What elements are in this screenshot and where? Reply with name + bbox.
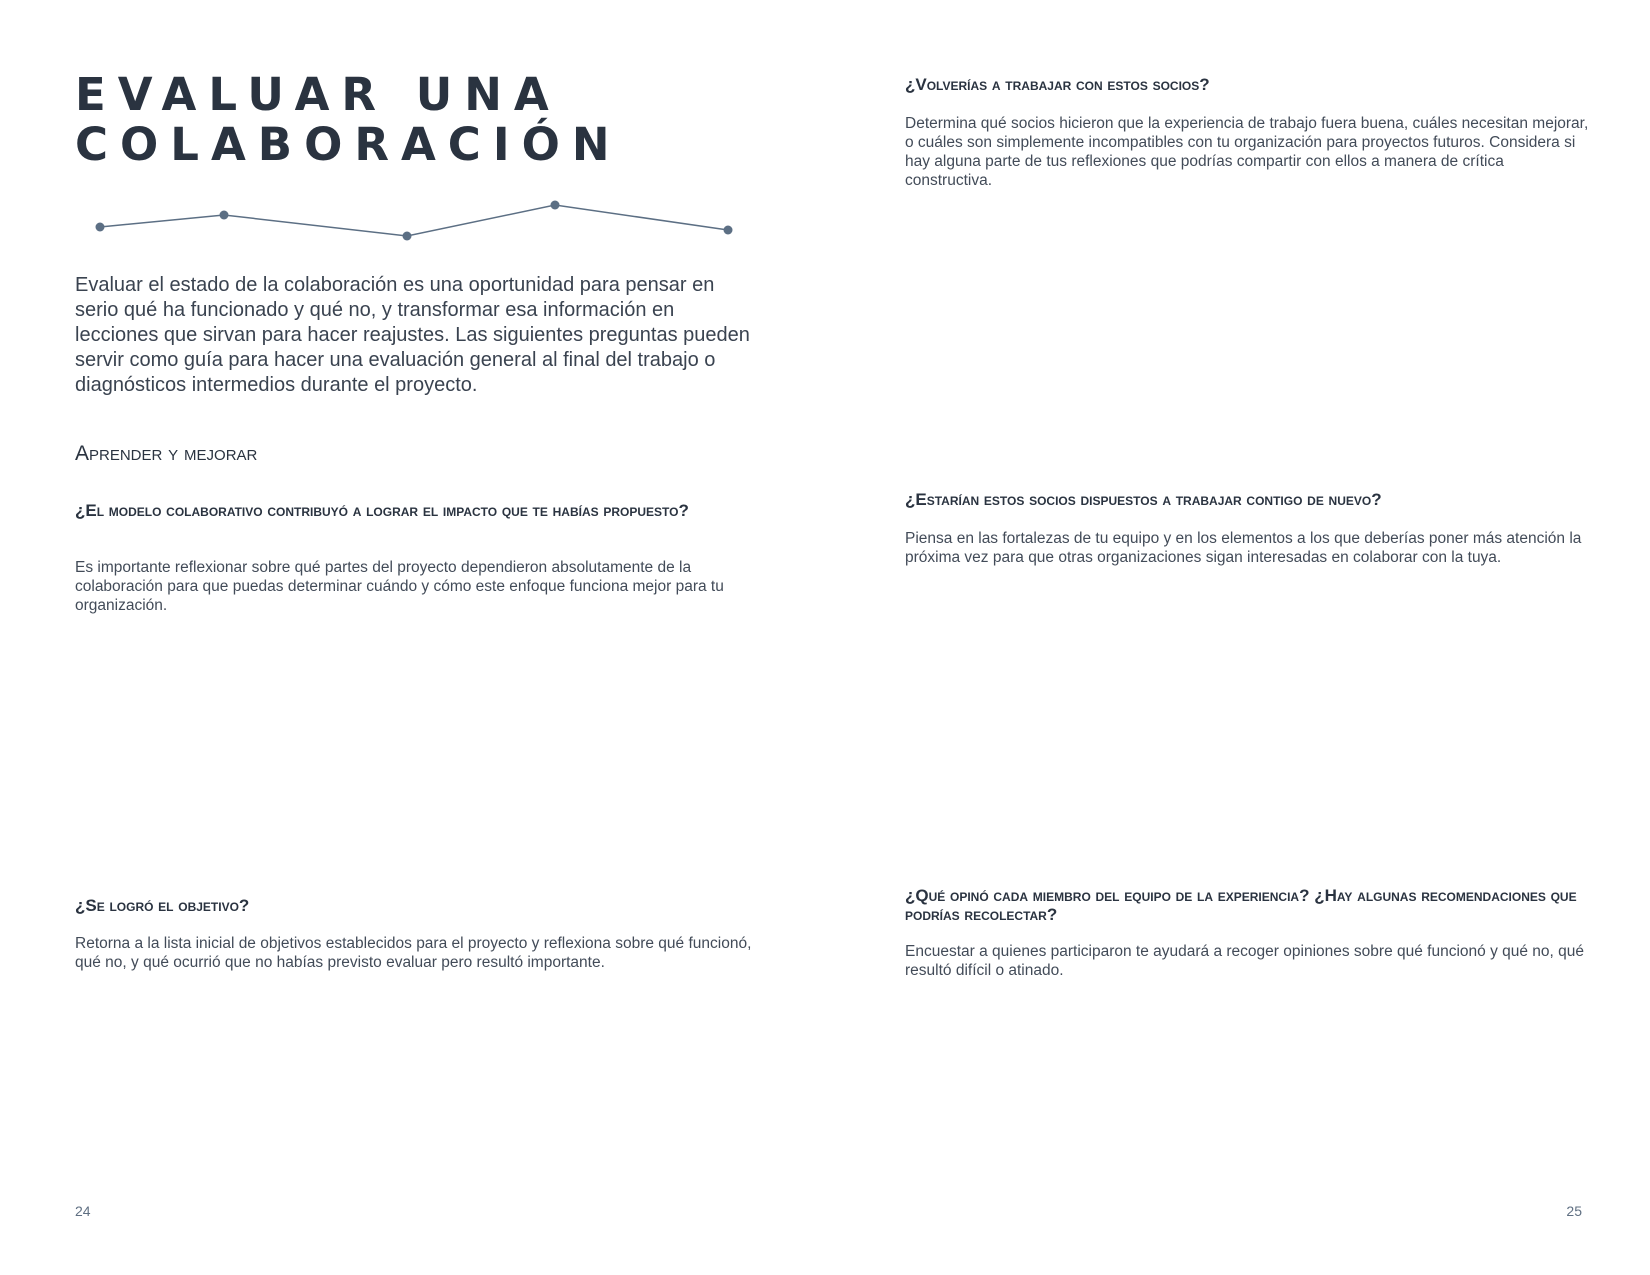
decorative-line — [100, 205, 728, 236]
page-number-left: 24 — [75, 1203, 91, 1219]
decorative-dot — [724, 226, 733, 235]
question-title: ¿Estarían estos socios dispuestos a trabajar contigo de nuevo? — [905, 490, 1382, 509]
question-title: ¿Qué opinó cada miembro del equipo de la experiencia? ¿Hay algunas recomendaciones que podrías recolectar? — [905, 886, 1577, 924]
decorative-dot — [551, 201, 560, 210]
decorative-dot — [220, 211, 229, 220]
page-title-line-1: EVALUAR UNA — [75, 68, 561, 121]
question-title: ¿Volverías a trabajar con estos socios? — [905, 75, 1210, 94]
question-body: Piensa en las fortalezas de tu equipo y en los elementos a los que deberías poner más atención la próxima vez para que otras organizaciones sigan interesadas en colaborar con la tuya. — [905, 530, 1582, 566]
section-title: Aprender y mejorar — [75, 442, 258, 465]
question-body: Determina qué socios hicieron que la experiencia de trabajo fuera buena, cuáles necesitan mejorar, o cuáles son simplemente incompatibles con tu organización para proyectos futuros. Considera si hay alguna parte de tus reflexiones que podrías compartir con ellos a manera de crítica constructiva. — [905, 115, 1589, 189]
decorative-dot — [403, 232, 412, 241]
question-body: Es importante reflexionar sobre qué partes del proyecto dependieron absolutamente de la colaboración para que puedas determinar cuándo y cómo este enfoque funciona mejor para tu organización. — [75, 559, 724, 614]
decorative-line-icon — [0, 0, 760, 260]
intro-paragraph: Evaluar el estado de la colaboración es una oportunidad para pensar en serio qué ha funcionado y qué no, y transformar esa información en lecciones que sirvan para hacer reajustes. Las siguientes preguntas pueden servir como guía para hacer una evaluación general al final del trabajo o diagnósticos intermedios durante el proyecto. — [75, 274, 750, 396]
page-title-line-2: COLABORACIÓN — [75, 118, 622, 171]
page-number-right: 25 — [1566, 1203, 1582, 1219]
question-body: Encuestar a quienes participaron te ayudará a recoger opiniones sobre qué funcionó y qué no, qué resultó difícil o atinado. — [905, 943, 1585, 979]
question-body: Retorna a la lista inicial de objetivos establecidos para el proyecto y reflexiona sobre qué funcionó, qué no, y qué ocurrió que no habías previsto evaluar pero resultó importante. — [75, 935, 752, 971]
question-title: ¿El modelo colaborativo contribuyó a lograr el impacto que te habías propuesto? — [75, 501, 689, 520]
question-title: ¿Se logró el objetivo? — [75, 896, 250, 915]
decorative-dot — [96, 223, 105, 232]
